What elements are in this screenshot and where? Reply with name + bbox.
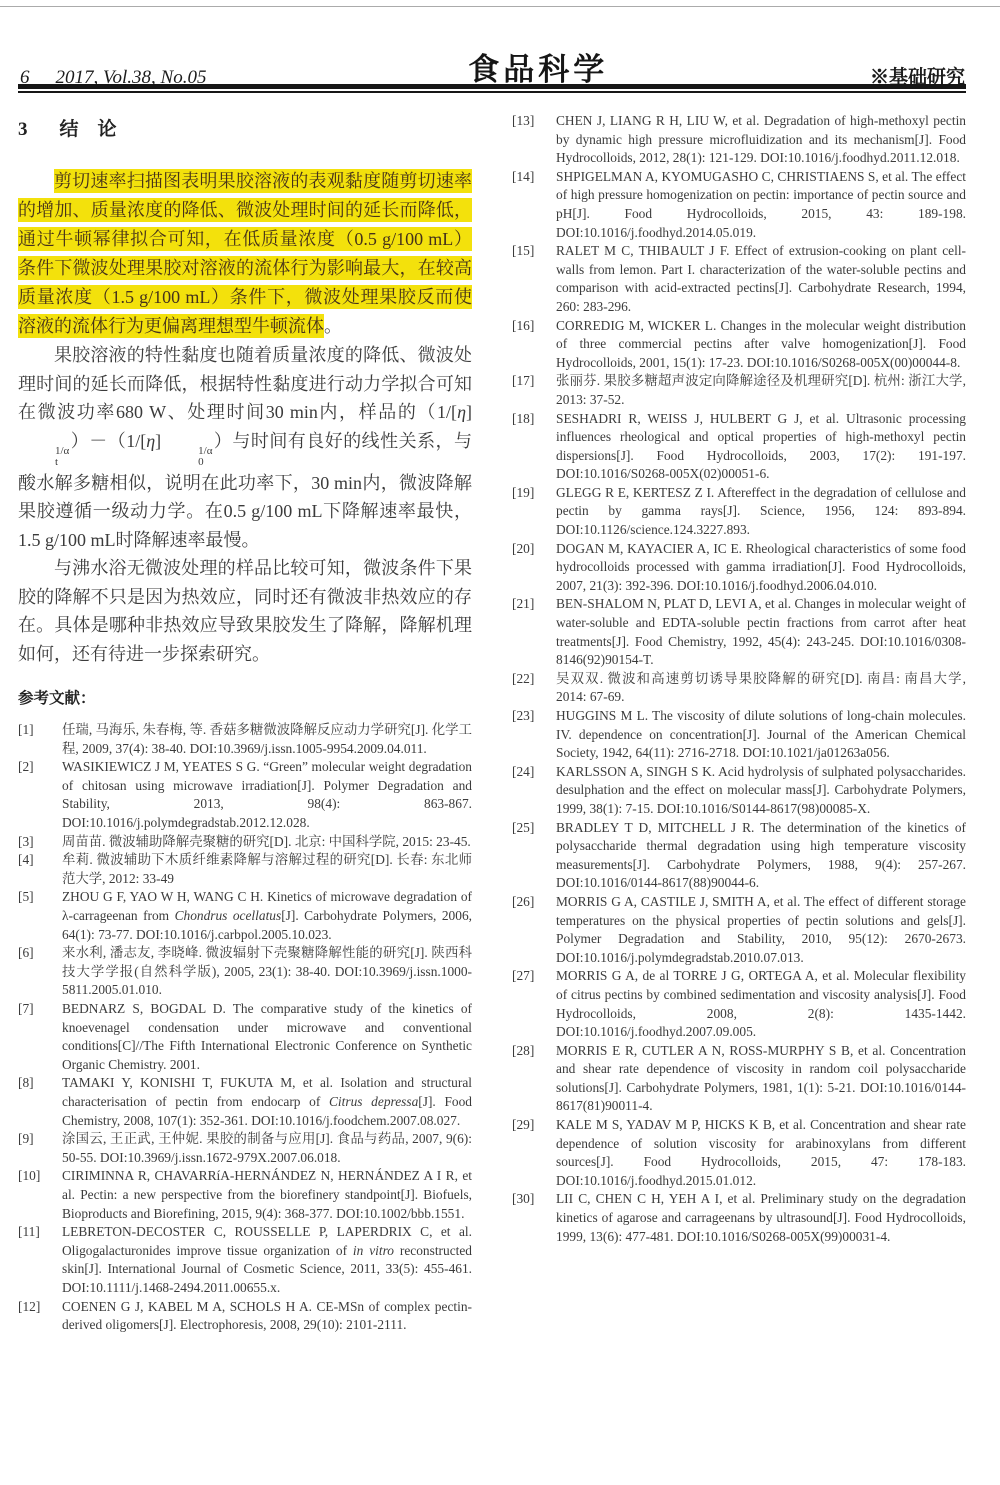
reference-item [512, 670, 966, 707]
reference-text: BRADLEY T D, MITCHELL J R. The determination of the kinetics of polysaccharide thermal degradation using high temperature viscosity measurements[J]. Carbohydrate Polymers, 1988, 9(4): 257-267. DOI:10.1016/0144-8617(88)90044-6. [556, 819, 966, 891]
reference-text: MORRIS G A, CASTILE J, SMITH A, et al. The effect of different storage temperatures on the physical properties of pectin solutions and gels[J]. Polymer Degradation and Stability, 2010, 95(12): 2670-2673. DOI:10.1016/j.polymdegradstab.2010.07.013. [556, 893, 966, 965]
section-tag: ※基础研究 [869, 67, 965, 88]
reference-number: [1] [18, 722, 34, 738]
formula-sup-sub: 1/α 0 [198, 444, 213, 469]
reference-number: [12] [18, 1298, 41, 1314]
conclusion-paragraph-3: 与沸水浴无微波处理的样品比较可知，微波条件下果胶的降解不只是因为热效应，同时还有微波非热效应的存在。具体是哪种非热效应导致果胶发生了降解，降解机理如何，还有待进一步探索研究。 [18, 558, 472, 664]
reference-item [512, 893, 966, 967]
reference-number: [26] [512, 893, 535, 909]
reference-item [512, 1042, 966, 1116]
reference-number: [29] [512, 1117, 535, 1133]
reference-number: [18] [512, 410, 535, 426]
reference-number: [25] [512, 819, 535, 835]
reference-item [512, 1116, 966, 1190]
reference-number: [30] [512, 1191, 535, 1207]
reference-text: LEBRETON-DECOSTER C, ROUSSELLE P, LAPERDRIX C, et al. Oligogalacturonides improve tissue organization of in vitro reconstructed skin[J]. International Journal of Cosmetic Science, 2011, 33(5): 455-461. DOI:10.1111/j.1468-2494.2011.00655.x. [62, 1224, 472, 1295]
reference-item [512, 819, 966, 893]
page-number: 6 [20, 67, 30, 88]
reference-text: KARLSSON A, SINGH S K. Acid hydrolysis of sulphated polysaccharides. desulphation and the effect on molecular mass[J]. Carbohydrate Polymers, 1999, 38(1): 7-15. DOI:10.1016/S0144-8617(98)00085-X. [556, 763, 966, 816]
page-header [20, 44, 965, 89]
reference-number: [3] [18, 833, 34, 849]
reference-number: [8] [18, 1075, 34, 1091]
reference-item [18, 758, 472, 832]
reference-text: CORREDIG M, WICKER L. Changes in the molecular weight distribution of three commercial pectins after valve homogenization[J]. Food Hydrocolloids, 2001, 15(1): 17-23. DOI:10.1016/S0268-005X(00)00044-8. [556, 317, 966, 370]
reference-text: ZHOU G F, YAO W H, WANG C H. Kinetics of microwave degradation of λ-carrageenan from Chondrus ocellatus[J]. Carbohydrate Polymers, 2006, 64(1): 73-77. DOI:10.1016/j.carbpol.2005.10.023. [62, 889, 472, 942]
reference-item [512, 763, 966, 819]
reference-list-left [18, 721, 472, 1335]
left-column [18, 104, 472, 1335]
reference-item [512, 112, 966, 168]
reference-text: CIRIMINNA R, CHAVARRíA-HERNÁNDEZ N, HERNÁNDEZ A I R, et al. Pectin: a new perspective from the biorefinery standpoint[J]. Biofuels, Bioproducts and Biorefining, 2015, 9(4): 368-377. DOI:10.1002/bbb.1551. [62, 1168, 472, 1221]
reference-item [18, 721, 472, 758]
reference-text: LII C, CHEN C H, YEH A I, et al. Preliminary study on the degradation kinetics of agarose and carrageenans by ultrasound[J]. Food Hydrocolloids, 1999, 13(6): 477-481. DOI:10.1016/S0268-005X(99)00031-4. [556, 1191, 966, 1244]
reference-text: 张丽芬. 果胶多糖超声波定向降解途径及机理研究[D]. 杭州: 浙江大学, 2013: 37-52. [556, 373, 966, 407]
reference-item [512, 484, 966, 540]
reference-number: [6] [18, 945, 34, 961]
reference-text: COENEN G J, KABEL M A, SCHOLS H A. CE-MSn of complex pectin-derived oligomers[J]. Electrophoresis, 2008, 29(10): 2101-2111. [62, 1298, 472, 1333]
issue-info: 2017, Vol.38, No.05 [55, 67, 207, 88]
reference-text: 周苗苗. 微波辅助降解壳聚糖的研究[D]. 北京: 中国科学院, 2015: 23-45. [62, 833, 471, 849]
reference-text: 来水利, 潘志友, 李晓峰. 微波辐射下壳聚糖降解性能的研究[J]. 陕西科技大学学报(自然科学版), 2005, 23(1): 38-40. DOI:10.3969/j.issn.1000-5811.2005.01.010. [62, 945, 472, 998]
reference-text: MORRIS G A, de al TORRE J G, ORTEGA A, et al. Molecular flexibility of citrus pectins by combined sedimentation and viscosity analysis[J]. Food Hydrocolloids, 2008, 2(8): 1435-1442. DOI:10.1016/j.foodhyd.2007.09.005. [556, 968, 966, 1040]
section-number: 3 [18, 119, 28, 140]
reference-item [18, 1167, 472, 1223]
reference-number: [16] [512, 317, 535, 333]
reference-text: SHPIGELMAN A, KYOMUGASHO C, CHRISTIAENS S, et al. The effect of high pressure homogenization on pectin: importance of pectin source and pH[J]. Food Hydrocolloids, 2015, 43: 189-198. DOI:10.1016/j.foodhyd.2014.05.019. [556, 168, 966, 240]
conclusion-paragraph-2: 果胶溶液的特性黏度也随着质量浓度的降低、微波处理时间的延长而降低，根据特性黏度进行动力学拟合可知在微波功率680 W、处理时间30 min内，样品的（1/[η] 1/α t ）－（1/[η] 1/α 0 ）与时间有良好的线性关系，与酸水解多糖相似，说明在此功率下，30 min内，微波降解果胶遵循一级动力学。在0.5 g/100 mL下降解速率最快，1.5 g/100 mL时降解速率最慢。 [18, 345, 473, 550]
journal-title: 食品科学 [468, 52, 609, 87]
reference-text: MORRIS E R, CUTLER A N, ROSS-MURPHY S B, et al. Concentration and shear rate dependence of viscosity in random coil polysaccharide solutions[J]. Carbohydrate Polymers, 1981, 1(1): 5-21. DOI:10.1016/0144-8617(81)90011-4. [556, 1042, 966, 1114]
reference-number: [2] [18, 759, 34, 775]
reference-number: [15] [512, 243, 535, 259]
reference-item [18, 1223, 472, 1297]
reference-text: 吴双双. 微波和高速剪切诱导果胶降解的研究[D]. 南昌: 南昌大学, 2014: 67-69. [556, 670, 966, 705]
reference-number: [4] [18, 852, 34, 868]
reference-text: KALE M S, YADAV M P, HICKS K B, et al. Concentration and shear rate dependence of solution viscosity for arabinoxylans from different sources[J]. Food Hydrocolloids, 2015, 47: 178-183. DOI:10.1016/j.foodhyd.2015.01.012. [556, 1117, 966, 1188]
reference-item [512, 1190, 966, 1246]
reference-number: [7] [18, 1001, 34, 1016]
highlighted-text: 剪切速率扫描图表明果胶溶液的表观黏度随剪切速率的增加、质量浓度的降低、微波处理时间的延长而降低，通过牛顿幂律拟合可知，在低质量浓度（0.5 g/100 mL）条件下微波处理果胶对溶液的流体行为影响最大，在较高质量浓度（1.5 g/100 mL）条件下，微波处理果胶反而使溶液的流体行为更偏离理想型牛顿流体 [18, 171, 472, 336]
reference-item [18, 1000, 472, 1074]
reference-number: [14] [512, 168, 535, 184]
reference-number: [5] [18, 889, 34, 905]
reference-item [512, 595, 966, 669]
reference-item [512, 540, 966, 596]
conclusion-heading [18, 114, 472, 141]
reference-number: [27] [512, 968, 535, 984]
reference-text: TAMAKI Y, KONISHI T, FUKUTA M, et al. Isolation and structural characterisation of pectin from endocarp of Citrus depressa[J]. Food Chemistry, 2008, 107(1): 352-361. DOI:10.1016/j.foodchem.2007.08.027. [62, 1075, 472, 1128]
reference-text: CHEN J, LIANG R H, LIU W, et al. Degradation of high-methoxyl pectin by dynamic high pressure microfluidization and its mechanism[J]. Food Hydrocolloids, 2012, 28(1): 121-129. DOI:10.1016/j.foodhyd.2011.12.018. [556, 113, 966, 166]
reference-number: [13] [512, 113, 535, 128]
reference-text: DOGAN M, KAYACIER A, IC E. Rheological characteristics of some food hydrocolloids processed with gamma irradiation[J]. Food Hydrocolloids, 2007, 21(3): 392-396. DOI:10.1016/j.foodhyd.2006.04.010. [556, 540, 966, 593]
page-content [18, 104, 966, 1335]
reference-item [18, 1130, 472, 1167]
reference-list-right [512, 104, 966, 1246]
reference-item [512, 372, 966, 409]
reference-text: BEDNARZ S, BOGDAL D. The comparative study of the kinetics of knoevenagel condensation under microwave and conventional conditions[C]//The Fifth International Electronic Conference on Synthetic Organic Chemistry. 2001. [62, 1001, 472, 1072]
reference-text: SESHADRI R, WEISS J, HULBERT G J, et al. Ultrasonic processing influences rheological and optical properties of high-methoxyl pectin dispersions[J]. Food Hydrocolloids, 2003, 17(2): 191-197. DOI:10.1016/S0268-005X(02)00051-6. [556, 410, 966, 482]
reference-number: [24] [512, 763, 535, 779]
reference-text: HUGGINS M L. The viscosity of dilute solutions of long-chain molecules. IV. dependence on concentration[J]. Journal of the American Chemical Society, 1942, 64(11): 2716-2718. DOI:10.1021/ja01263a056. [556, 708, 966, 761]
reference-number: [17] [512, 373, 535, 389]
formula-sup-sub: 1/α t [55, 444, 70, 469]
page-top-rule [0, 6, 1000, 7]
reference-item [512, 168, 966, 242]
reference-text: WASIKIEWICZ J M, YEATES S G. “Green” molecular weight degradation of chitosan using microwave irradiation[J]. Polymer Degradation and Stability, 2013, 98(4): 863-867. DOI:10.1016/j.polymdegradstab.2012.12.028. [62, 759, 472, 831]
reference-text: RALET M C, THIBAULT J F. Effect of extrusion-cooking on plant cell-walls from lemon. Part I. characterization of the water-soluble pectins and comparison with acid-extracted pectins[J]. Carbohydrate Research, 1994, 260: 283-296. [556, 243, 966, 314]
reference-text: 涂国云, 王正武, 王仲妮. 果胶的制备与应用[J]. 食品与药品, 2007, 9(6): 50-55. DOI:10.3969/j.issn.1672-979X.2007.06.018. [62, 1131, 472, 1165]
reference-text: GLEGG R E, KERTESZ Z I. Aftereffect in the degradation of cellulose and pectin by gamma rays[J]. Science, 1956, 124: 893-894. DOI:10.1126/science.124.3227.893. [556, 484, 966, 538]
reference-number: [23] [512, 708, 535, 723]
right-column [512, 104, 966, 1335]
reference-number: [20] [512, 540, 535, 556]
conclusion-paragraph-highlighted [18, 167, 472, 341]
reference-text: BEN-SHALOM N, PLAT D, LEVI A, et al. Changes in molecular weight of water-soluble and EDTA-soluble pectin fractions from carrot after heat treatments[J]. Food Chemistry, 1992, 45(4): 243-245. DOI:10.1016/0308-8146(92)90154-T. [556, 596, 966, 668]
reference-item [18, 888, 472, 944]
reference-item [18, 851, 472, 888]
reference-item [512, 317, 966, 373]
reference-text: 任瑞, 马海乐, 朱春梅, 等. 香菇多糖微波降解反应动力学研究[J]. 化学工程, 2009, 37(4): 38-40. DOI:10.3969/j.issn.1005-9954.2009.04.011. [62, 722, 472, 756]
reference-number: [10] [18, 1168, 41, 1184]
reference-item [512, 410, 966, 484]
section-title: 结 论 [59, 119, 117, 140]
highlight-trailing-punctuation: 。 [324, 316, 342, 336]
reference-text: 牟莉. 微波辅助下木质纤维素降解与溶解过程的研究[D]. 长春: 东北师范大学, 2012: 33-49 [62, 852, 472, 886]
reference-number: [11] [18, 1224, 40, 1240]
reference-item [512, 242, 966, 316]
reference-number: [28] [512, 1042, 535, 1058]
reference-number: [21] [512, 596, 535, 612]
reference-number: [22] [512, 670, 535, 686]
reference-item [18, 1074, 472, 1130]
reference-item [18, 1298, 472, 1335]
reference-item [18, 833, 472, 852]
reference-item [18, 944, 472, 1000]
reference-item [512, 967, 966, 1041]
header-divider-rule [18, 84, 966, 93]
reference-number: [9] [18, 1131, 34, 1147]
reference-item [512, 707, 966, 763]
reference-number: [19] [512, 484, 535, 500]
references-heading: 参考文献： [18, 690, 96, 708]
